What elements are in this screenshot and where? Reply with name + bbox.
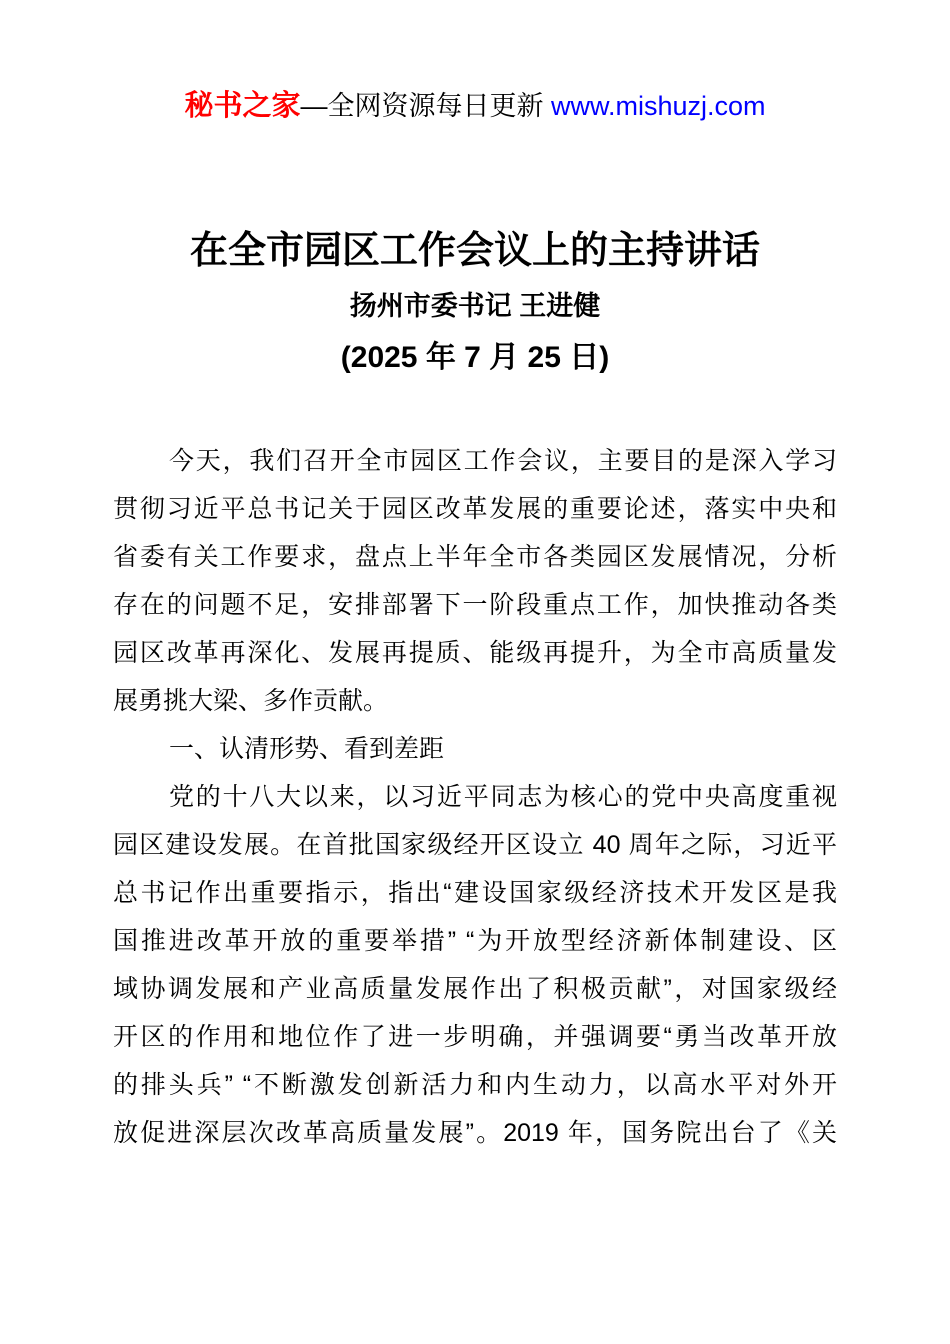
body-line: 总书记作出重要指示，指出“建设国家级经济技术开发区是我	[113, 879, 837, 907]
document-title: 在全市园区工作会议上的主持讲话	[189, 230, 760, 272]
section-heading: 一、认清形势、看到差距	[169, 735, 445, 763]
body-line: 今天，我们召开全市园区工作会议，主要目的是深入学习	[169, 447, 837, 475]
body-line: 存在的问题不足，安排部署下一阶段重点工作，加快推动各类	[113, 591, 837, 619]
document-author: 扬州市委书记 王进健	[349, 291, 601, 321]
body-line: 展勇挑大梁、多作贡献。	[113, 687, 389, 715]
body-line: 的排头兵” “不断激发创新活力和内生动力，以高水平对外开	[113, 1071, 837, 1099]
body-line: 园区改革再深化、发展再提质、能级再提升，为全市高质量发	[113, 639, 837, 667]
site-tagline: 全网资源每日更新	[327, 91, 544, 121]
body-line: 省委有关工作要求，盘点上半年全市各类园区发展情况，分析	[113, 543, 837, 571]
header-space	[543, 91, 551, 121]
body-line: 园区建设发展。在首批国家级经开区设立 40 周年之际，习近平	[113, 831, 837, 859]
site-name: 秘书之家	[184, 90, 301, 122]
body-line: 开区的作用和地位作了进一步明确，并强调要“勇当改革开放	[113, 1023, 837, 1051]
body-line: 放促进深层次改革高质量发展”。2019 年，国务院出台了《关	[113, 1119, 837, 1147]
body-line: 国推进改革开放的重要举措” “为开放型经济新体制建设、区	[113, 927, 837, 955]
body-line: 贯彻习近平总书记关于园区改革发展的重要论述，落实中央和	[113, 495, 837, 523]
header-dash: —	[300, 91, 328, 121]
site-url-link[interactable]: www.mishuzj.com	[550, 91, 766, 121]
body-line: 域协调发展和产业高质量发展作出了积极贡献”，对国家级经	[113, 975, 837, 1003]
document-date: (2025 年 7 月 25 日)	[340, 341, 610, 374]
site-header	[0, 86, 950, 126]
document-body	[113, 437, 837, 1157]
body-line: 党的十八大以来，以习近平同志为核心的党中央高度重视	[169, 783, 837, 811]
